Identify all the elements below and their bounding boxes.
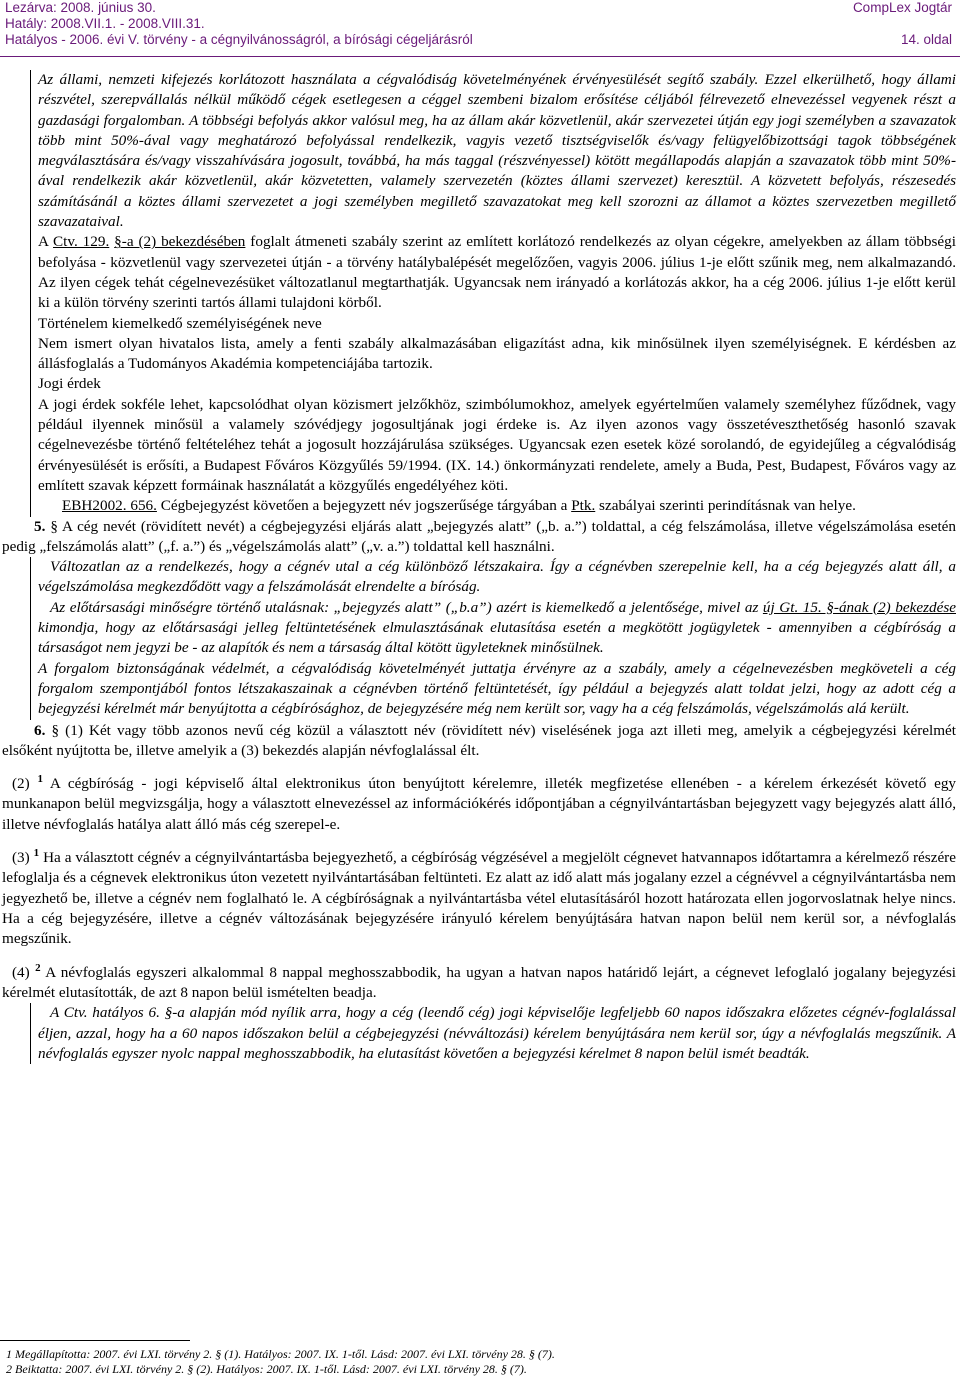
paragraph-label: (2) <box>12 775 30 793</box>
commentary-paragraph: A forgalom biztonságának védelmét, a cégvalódiság követelményét juttatja érvényre az a szabály, amely a cégelnevezésben megköveteli a cég forgalom szempontjából fontos létszakaszainak a cégnévben történő feltüntetését, így például a bejegyzés alatt toldat jelzi, hogy az adott cég a bejegyzési kérelmét már benyújtotta a cégbírósághoz, de bejegyzésére még nem került sor, vagy ha a cég felszámolás, végelszámolás alá került. <box>38 659 956 718</box>
commentary-heading: Történelem kiemelkedő személyiségének neve <box>38 314 322 332</box>
section-text: A névfoglalás egyszeri alkalommal 8 nappal meghosszabbodik, ha ugyan a hatvan napos határidő lejárt, a cégnevet lefoglaló jogalany bejegyzési kérelmét elutasították, de azt 8 napon belül ismételten beadja. <box>2 963 957 1001</box>
section-6-2 <box>0 769 960 835</box>
section-text: Ha a választott cégnév a cégnyilvántartásba bejegyezhető, a cégbíróság végzésével a megjelölt cégnevet hatvannapos időtartamra a kérelmező részére lefoglalja és a cégnevek elektronikus úton vezetett nyilvántartásában feltünteti. Ez alatt az idő alatt más jogalany ezzel a cégnévvel a cégnyilvántartásba nem jegyezhető be, illetve a cégnév nem foglalható le. A cégbíróságnak a nyilvántartásba vétel elutasításáról hozott határozata ellen jogorvoslatnak helye nincs. Ha a cég bejegyzésére, illetve a cégnév változásának bejegyzésére irányuló kérelem benyújtására hatvan napon belül nem kerül sor, a névfoglalás megszűnik. <box>2 849 956 948</box>
footnote-1: 1 Megállapította: 2007. évi LXI. törvény 2. § (1). Hatályos: 2007. IX. 1-től. Lásd: 2007. évi LXI. törvény 28. § (7). <box>6 1347 555 1361</box>
section-text: § (1) Két vagy több azonos nevű cég közül a választott név (rövidített név) viselésének joga azt illeti meg, amelyik a cégbejegyzési kérelmét elsőként nyújtotta be, illetve amelyik a (3) bekezdés alapján névfoglalással élt. <box>2 721 956 759</box>
section-6-3 <box>0 843 960 950</box>
document-body <box>0 70 960 1064</box>
section-number: 6. <box>34 721 46 739</box>
header-rule <box>0 56 960 57</box>
footnote-ref[interactable]: 2 <box>35 961 41 974</box>
section-text: A cégbíróság - jogi képviselő által elektronikus úton benyújtott kérelemre, illeték megfizetése ellenében - a kérelem érkezését követő egy munkanapon belül megvizsgálja, hogy a választott elnevezéssel az információkérés időpontjában a cégnyilvántartásban bejegyzett vagy bejegyzés alatt álló, illetve névfoglalás hatálya alatt álló más cég szerepel-e. <box>2 775 957 833</box>
commentary-paragraph <box>31 598 960 659</box>
header-publisher: CompLex Jogtár <box>852 0 952 15</box>
commentary-block-1 <box>30 70 960 517</box>
footnote-rule <box>0 1340 190 1341</box>
text-run: Cégbejegyzést követően a bejegyzett név jogszerűsége tárgyában a <box>156 497 572 515</box>
link-bekezdes[interactable]: §-a (2) bekezdésében <box>114 233 246 251</box>
footnotes <box>0 1340 960 1377</box>
paragraph-label: (3) <box>12 849 30 867</box>
commentary-paragraph <box>31 496 960 516</box>
section-text: § A cég nevét (rövidített nevét) a cégbejegyzési eljárás alatt „bejegyzés alatt” („b. a.”) toldattal, a cég felszámolása, illetve végelszámolása esetén pedig „felszámolás alatt” („f. a.”) és „végelszámolás alatt” („v. a.”) toldattal kell használni. <box>2 517 956 555</box>
commentary-paragraph: Nem ismert olyan hivatalos lista, amely a fenti szabály alkalmazásában eligazítást adna, kik minősülnek ilyen személyiségnek. E kérdésben az állásfoglalás a Tudományos Akadémia kompetenciájába tartozik. <box>38 334 956 373</box>
page-header <box>0 0 960 58</box>
text-run: A <box>38 233 54 251</box>
commentary-block-3 <box>30 1003 960 1064</box>
footnote-ref[interactable]: 1 <box>37 773 43 786</box>
commentary-block-2 <box>30 557 960 719</box>
commentary-paragraph <box>31 232 960 313</box>
section-number: 5. <box>34 517 46 535</box>
commentary-paragraph: Az állami, nemzeti kifejezés korlátozott használata a cégvalódiság követelményének érvényesülését segítő szabály. Ezzel elkerülhető, hogy állami részvétel, szerepvállalás nélkül működő cégek esetlegesen a céggel szembeni bizalom erősítése céljából félrevezető elnevezéssel vegyenek részt a gazdasági forgalomban. A többségi befolyás akkor valósul meg, ha az állam akár közvetlenül, akár szervezetei útján egy jogi személyben a szavazatok több mint 50%-ával vagy meghatározó befolyással rendelkezik, vagyis vezető tisztségviselők és/vagy felügyelőbizottsági tagok többségének megválasztására és/vagy visszahívására jogosult, továbbá, ha más taggal (részvényessel) kötött megállapodás alapján a szavazatok több mint 50%-ával rendelkezik akár közvetlenül, akár közvetetten, valamely szervezetén (köztes állami szervezet) keresztül. A közvetett befolyás, részesedés számításánál a köztes állami szervezetet a jogi személyben megillető szavazatokat meg kell szorozni az államot a köztes szervezetben megillető szavazataival. <box>38 71 956 231</box>
footnote-ref[interactable]: 1 <box>33 847 40 860</box>
link-ptk[interactable]: Ptk. <box>571 497 596 515</box>
header-closed-date: Lezárva: 2008. június 30. <box>5 0 156 15</box>
header-page-number: 14. oldal <box>900 32 952 47</box>
section-5 <box>0 517 960 558</box>
header-law-title: Hatályos - 2006. évi V. törvény - a cégnyilvánosságról, a bírósági cégeljárásról <box>5 32 473 47</box>
link-ctv-129[interactable]: Ctv. 129. <box>53 233 110 251</box>
text-run: Az előtársasági minőségre történő utalásnak: „bejegyzés alatt” („b.a”) azért is kiemelkedő a jelentősége, mivel az <box>50 598 763 616</box>
commentary-heading: Jogi érdek <box>38 375 101 393</box>
section-6-4 <box>0 958 960 1004</box>
header-left <box>5 0 473 48</box>
footnote-2: 2 Beiktatta: 2007. évi LXI. törvény 2. § (2). Hatályos: 2007. IX. 1-től. Lásd: 2007. évi LXI. törvény 28. § (7). <box>6 1362 527 1376</box>
paragraph-label: (4) <box>12 963 30 981</box>
text-run: foglalt átmeneti szabály szerint az említett korlátozó rendelkezés az olyan cégekre, amelyekben az állam többségi befolyása - közvetlenül vagy szervezetei útján - a törvény hatálybalépését megelőzően, vagyis 2006. július 1-je előtt szűnik meg, nem alkalmazandó. Az ilyen cégek tehát cégelnevezésüket változatlanul megtarthatják. Ugyancsak nem irányadó a korlátozás akkor, ha a cég 2006. július 1-je előtt kerül ki a külön törvény szerinti tartós állami tulajdoni körből. <box>38 233 956 312</box>
commentary-paragraph: A jogi érdek sokféle lehet, kapcsolódhat olyan közismert jelzőkhöz, szimbólumokhoz, amelyek egyértelműen valamely személyhez fűződnek, vagy például ilyennek minősül a valamely szóvédjegy jogosultjának jogi érdeke is. Az ilyen azonos vagy összetéveszthetőség hasonló szavak cégelnevezésbe történő feltételéhez tehát a jogosult hozzájárulása szükséges. Ugyancsak ezen esetek közé sorolandó, de egyidejűleg a cégvalódiság érvényesülését is erősíti, a Budapest Főváros Közgyűlés 59/1994. (IX. 14.) önkormányzati rendelete, amely a Buda, Pest, Budapest, Főváros vagy az említett szavak képzett formáinak használatát a közgyűlés engedélyéhez köti. <box>38 395 956 494</box>
link-gt-15[interactable]: új Gt. 15. §-ának (2) bekezdése <box>762 598 956 616</box>
header-right <box>853 0 952 48</box>
text-run: szabályai szerinti perindításnak van helye. <box>595 497 856 515</box>
commentary-paragraph: Változatlan az a rendelkezés, hogy a cégnév utal a cég különböző létszakaira. Így a cégnévben szerepelnie kell, ha a cég bejegyzés alatt áll, a végelszámolása megkezdődött vagy a felszámolását elrendelte a bíróság. <box>38 558 956 596</box>
section-6-1 <box>0 721 960 762</box>
commentary-paragraph: A Ctv. hatályos 6. §-a alapján mód nyílik arra, hogy a cég (leendő cég) jogi képviselője legfeljebb 60 napos időszakra előzetes cégnév-foglalással éljen, azzal, hogy ha a 60 napos időszakon belül a cégbejegyzési (névváltozási) kérelem benyújtására nem kerül sor, úgy a névfoglalás megszűnik. A névfoglalás egyszer nyolc nappal meghosszabbodik, ha elutasítást követően a bejegyzési kérelmet 8 napon belül ismét beadták. <box>38 1004 956 1062</box>
link-ebh[interactable]: EBH2002. 656. <box>62 497 157 515</box>
text-run: kimondja, hogy az előtársasági jelleg feltüntetésének elmulasztásának elutasítása esetén a megkötött jogügyletek - amennyiben a cégbíróság a társaságot nem jegyzi be - az alapítók és nem a társaság által kötött ügyleteknek minősülnek. <box>38 619 956 657</box>
header-validity: Hatály: 2008.VII.1. - 2008.VIII.31. <box>5 16 205 31</box>
